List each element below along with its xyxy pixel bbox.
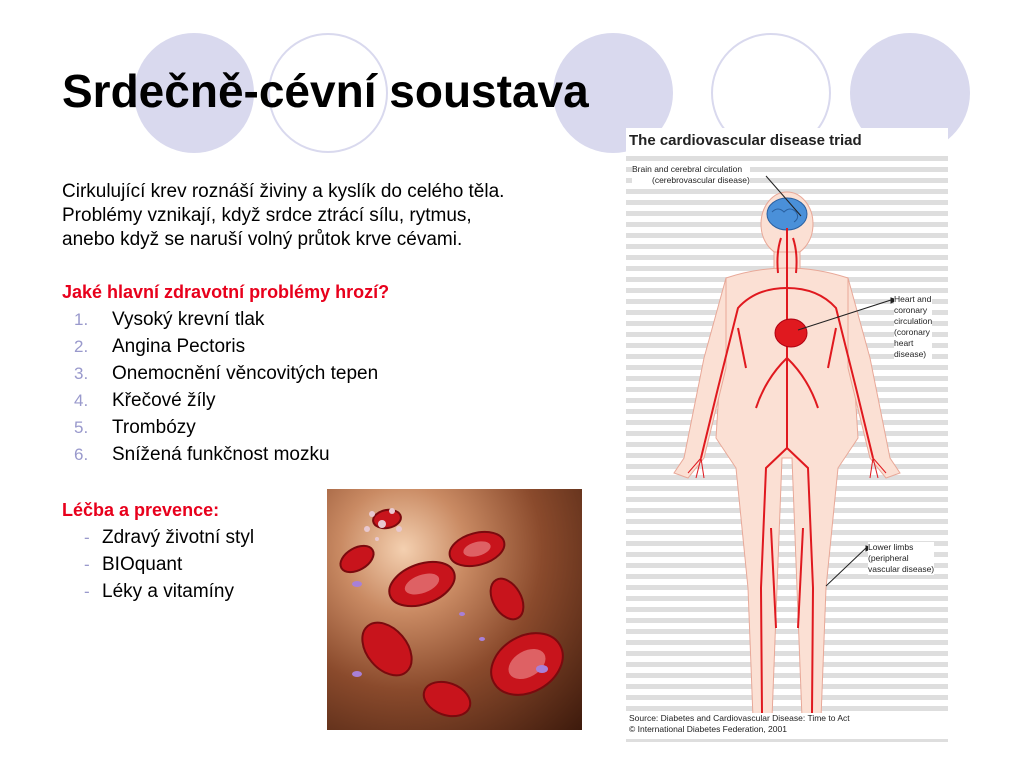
- list-item: [74, 360, 378, 387]
- list-bullet: -: [84, 581, 90, 601]
- body-illustration: [626, 128, 948, 742]
- heart-label: Heart and coronary circulation (coronary heart disease): [894, 294, 933, 359]
- list-item-text: BIOquant: [102, 553, 183, 575]
- list-number: 3.: [74, 363, 89, 383]
- list-item-text: Léky a vitamíny: [102, 580, 234, 602]
- list-item-text: Angina Pectoris: [112, 335, 246, 357]
- list-item-text: Křečové žíly: [112, 389, 216, 411]
- list-item: [74, 551, 254, 578]
- list-number: 4.: [74, 390, 89, 410]
- list-number: 1.: [74, 309, 89, 329]
- list-number: 5.: [74, 417, 89, 437]
- intro-line-1: Cirkulující krev roznáší živiny a kyslík do celého těla.: [62, 181, 505, 202]
- treatment-heading: Léčba a prevence:: [62, 500, 220, 520]
- brain-icon: [767, 198, 807, 230]
- intro-line-3: anebo když se naruší volný průtok krve cévami.: [62, 229, 463, 250]
- cardiovascular-figure: [626, 128, 948, 742]
- list-item-text: Vysoký krevní tlak: [112, 308, 265, 330]
- intro-paragraph: [62, 180, 622, 252]
- limbs-label: Lower limbs (peripheral vascular disease): [868, 542, 935, 574]
- intro-line-2: Problémy vznikají, když srdce ztrácí sílu, rytmus,: [62, 205, 472, 226]
- list-item: [74, 333, 378, 360]
- list-item-text: Trombózy: [112, 416, 196, 438]
- problems-list: [74, 306, 378, 468]
- brain-label: Brain and cerebral circulation (cerebrovascular disease): [632, 164, 750, 185]
- list-item: [74, 441, 378, 468]
- list-number: 2.: [74, 336, 89, 356]
- list-number: 6.: [74, 444, 89, 464]
- figure-source: Source: Diabetes and Cardiovascular Disease: Time to Act © International Diabetes Federation, 2001: [626, 713, 948, 735]
- blood-cells-image: [327, 489, 582, 730]
- list-item: [74, 578, 254, 605]
- list-item-text: Zdravý životní styl: [102, 526, 255, 548]
- list-item: [74, 524, 254, 551]
- list-item: [74, 414, 378, 441]
- treatment-list: [74, 524, 254, 605]
- list-item-text: Snížená funkčnost mozku: [112, 443, 330, 465]
- list-item-text: Onemocnění věncovitých tepen: [112, 362, 379, 384]
- blood-cells-illustration: [327, 489, 582, 730]
- figure-title: The cardiovascular disease triad: [626, 128, 948, 154]
- list-bullet: -: [84, 554, 90, 574]
- list-bullet: -: [84, 527, 90, 547]
- problems-heading: Jaké hlavní zdravotní problémy hrozí?: [62, 282, 390, 302]
- list-item: [74, 387, 378, 414]
- slide-title: Srdečně-cévní soustava: [62, 65, 589, 117]
- list-item: [74, 306, 378, 333]
- heart-icon: [775, 319, 807, 347]
